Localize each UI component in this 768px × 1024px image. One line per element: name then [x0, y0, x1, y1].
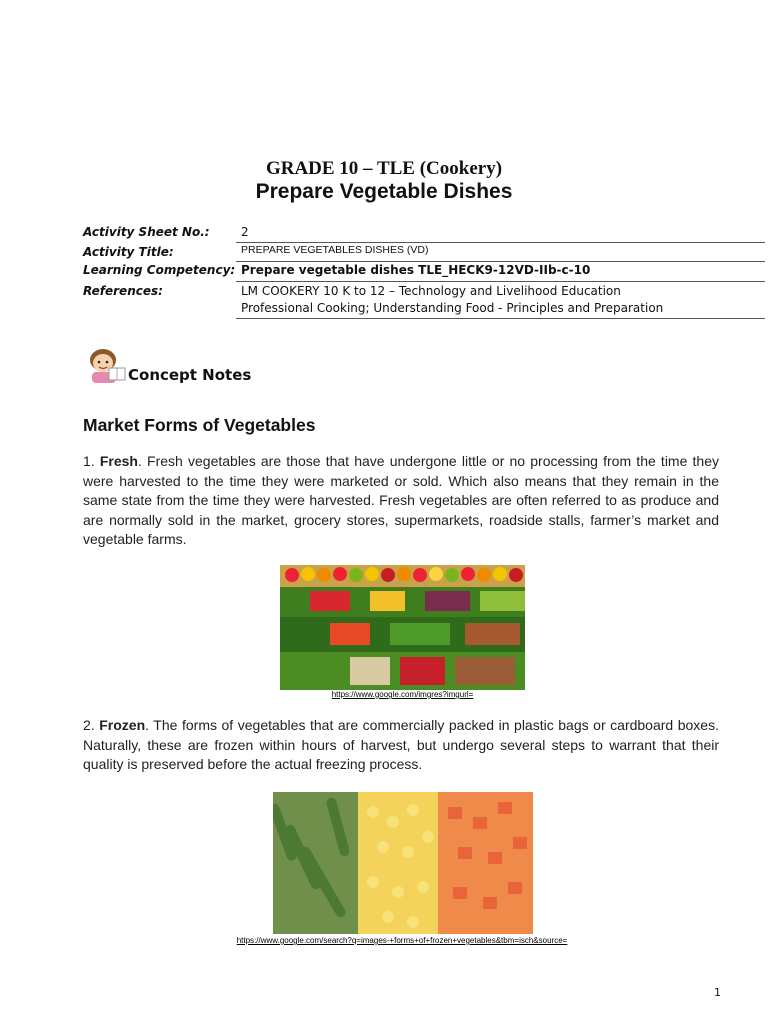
info-value: PREPARE VEGETABLES DISHES (VD) — [241, 244, 429, 256]
table-rule — [236, 242, 765, 243]
item-number: 1. — [83, 453, 95, 469]
info-label: Learning Competency: — [83, 263, 236, 277]
info-label: Activity Title: — [83, 245, 174, 259]
table-rule — [236, 318, 765, 319]
table-rule — [236, 261, 765, 262]
item-term: Frozen — [99, 717, 146, 733]
image-caption-link[interactable]: https://www.google.com/search?q=images-+forms+of+frozen+vegetables&tbm=isch&source= — [236, 936, 568, 945]
image-caption-link[interactable]: https://www.google.com/imgres?imgurl= — [331, 690, 474, 699]
item-term: Fresh — [99, 453, 138, 469]
item-frozen-paragraph — [83, 716, 719, 775]
info-label: Activity Sheet No.: — [83, 225, 210, 239]
student-reading-icon — [83, 346, 129, 384]
info-value: LM COOKERY 10 K to 12 – Technology and Livelihood Education — [241, 284, 621, 298]
page-title: Prepare Vegetable Dishes — [255, 180, 513, 203]
info-value: 2 — [241, 225, 249, 239]
item-number: 2. — [83, 717, 95, 733]
item-text: . Fresh vegetables are those that have undergone little or no processing from the time they were harvested to the time they were marketed or sold. Which also means that they remain in the same state from the time they were harvested. Fresh vegetables are often referred to as produce and are normally sold in the market, grocery stores, supermarkets, roadside stalls, farmer’s market and vegetable farms. — [83, 453, 720, 548]
info-value-second-line: Professional Cooking; Understanding Food - Principles and Preparation — [241, 301, 664, 315]
info-label: References: — [83, 284, 163, 298]
table-rule — [236, 281, 765, 282]
concept-notes-label: Concept Notes — [128, 366, 252, 384]
item-fresh-paragraph — [83, 452, 719, 550]
frozen-vegetables-image — [273, 792, 533, 934]
item-text: . The forms of vegetables that are commercially packed in plastic bags or cardboard boxes. Naturally, these are frozen within hours of harvest, but undergo several steps to warrant that their quality is preserved before the actual freezing process. — [83, 717, 719, 773]
info-value: Prepare vegetable dishes TLE_HECK9-12VD-IIb-c-10 — [241, 263, 591, 277]
section-title: Market Forms of Vegetables — [83, 415, 316, 435]
page-number: 1 — [714, 986, 721, 999]
grade-heading: GRADE 10 – TLE (Cookery) — [265, 158, 503, 179]
fresh-vegetables-image — [280, 565, 525, 690]
